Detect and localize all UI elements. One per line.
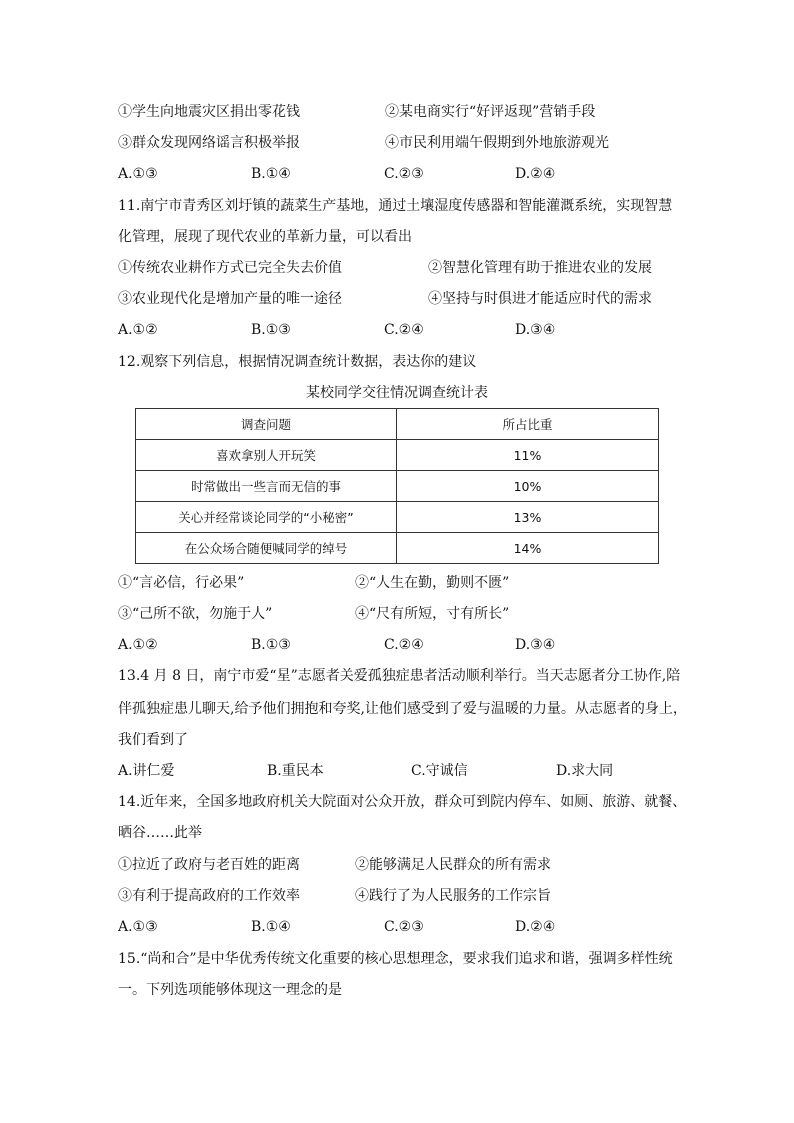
q12-choice-c: C.②④ <box>384 637 424 653</box>
q10-option-3: ③群众发现网络谣言积极举报 <box>118 135 300 151</box>
q11-option-3: ③农业现代化是增加产量的唯一途径 <box>118 291 342 307</box>
q11-choice-b: B.①③ <box>251 322 291 338</box>
table-row <box>136 533 659 564</box>
q14-choice-c: C.②③ <box>384 919 424 935</box>
q12-option-2: ②“人生在勤，勤则不匮” <box>355 575 510 591</box>
q11-choice-a: A.①② <box>118 322 158 338</box>
table-row <box>136 471 659 502</box>
q10-option-2: ②某电商实行“好评返现”营销手段 <box>385 104 596 120</box>
q11-option-4: ④坚持与时俱进才能适应时代的需求 <box>428 291 652 307</box>
q10-choice-a: A.①③ <box>118 166 158 182</box>
q13-stem-line-3: 我们看到了 <box>118 732 188 748</box>
q14-stem-line-2: 晒谷……此举 <box>118 825 202 841</box>
q11-stem-line-2: 化管理，展现了现代农业的革新力量，可以看出 <box>118 229 412 245</box>
q14-choice-d: D.②④ <box>515 919 556 935</box>
q13-choice-d: D.求大同 <box>556 763 614 779</box>
q13-choice-c: C.守诚信 <box>411 763 468 779</box>
q13-stem-line-1: 13.4 月 8 日，南宁市爱“星”志愿者关爱孤独症患者活动顺利举行。当天志愿者分工协作,陪 <box>118 668 681 684</box>
q13-choice-b: B.重民本 <box>267 763 324 779</box>
q11-option-2: ②智慧化管理有助于推进农业的发展 <box>428 260 652 276</box>
survey-header-proportion: 所占比重 <box>397 409 659 440</box>
q14-option-1: ①拉近了政府与老百姓的距离 <box>118 857 300 873</box>
survey-table-title: 某校同学交往情况调查统计表 <box>306 385 488 401</box>
q10-choice-d: D.②④ <box>515 166 556 182</box>
q14-option-3: ③有利于提高政府的工作效率 <box>118 888 300 904</box>
q14-stem-line-1: 14.近年来，全国多地政府机关大院面对公众开放，群众可到院内停车、如厕、旅游、就餐、 <box>118 794 687 810</box>
survey-cell-proportion: 13% <box>397 502 659 533</box>
q11-stem-line-1: 11.南宁市青秀区刘圩镇的蔬菜生产基地，通过土壤湿度传感器和智能灌溉系统，实现智慧 <box>118 198 673 214</box>
survey-table <box>135 408 659 564</box>
q12-stem: 12.观察下列信息，根据情况调查统计数据，表达你的建议 <box>118 354 477 370</box>
q11-choice-d: D.③④ <box>515 322 556 338</box>
q14-choice-a: A.①③ <box>118 919 158 935</box>
survey-cell-proportion: 14% <box>397 533 659 564</box>
q14-option-4: ④践行了为人民服务的工作宗旨 <box>355 888 551 904</box>
survey-cell-question: 在公众场合随便喊同学的绰号 <box>136 533 397 564</box>
q11-option-1: ①传统农业耕作方式已完全失去价值 <box>118 260 342 276</box>
q13-stem-line-2: 伴孤独症患儿聊天,给予他们拥抱和夸奖,让他们感受到了爱与温暖的力量。从志愿者的身上， <box>118 701 687 717</box>
q15-stem-line-2: 一。下列选项能够体现这一理念的是 <box>118 982 342 998</box>
q14-choice-b: B.①④ <box>251 919 291 935</box>
survey-header-question: 调查问题 <box>136 409 397 440</box>
q12-option-1: ①“言必信，行必果” <box>118 575 245 591</box>
survey-cell-question: 关心并经常谈论同学的“小秘密” <box>136 502 397 533</box>
q15-stem-line-1: 15.“尚和合”是中华优秀传统文化重要的核心思想理念，要求我们追求和谐，强调多样性统 <box>118 951 673 967</box>
table-row <box>136 502 659 533</box>
q11-choice-c: C.②④ <box>384 322 424 338</box>
q12-choice-a: A.①② <box>118 637 158 653</box>
survey-cell-proportion: 10% <box>397 471 659 502</box>
q14-option-2: ②能够满足人民群众的所有需求 <box>355 857 551 873</box>
q12-option-4: ④“尺有所短，寸有所长” <box>355 606 510 622</box>
q10-option-1: ①学生向地震灾区捐出零花钱 <box>118 104 300 120</box>
q10-choice-c: C.②③ <box>384 166 424 182</box>
q10-choice-b: B.①④ <box>251 166 291 182</box>
q12-choice-b: B.①③ <box>251 637 291 653</box>
survey-cell-question: 时常做出一些言而无信的事 <box>136 471 397 502</box>
table-row <box>136 440 659 471</box>
survey-cell-question: 喜欢拿别人开玩笑 <box>136 440 397 471</box>
survey-table-header-row <box>136 409 659 440</box>
q10-option-4: ④市民利用端午假期到外地旅游观光 <box>385 135 609 151</box>
survey-cell-proportion: 11% <box>397 440 659 471</box>
q13-choice-a: A.讲仁爱 <box>118 763 175 779</box>
q12-choice-d: D.③④ <box>515 637 556 653</box>
q12-option-3: ③“己所不欲，勿施于人” <box>118 606 273 622</box>
